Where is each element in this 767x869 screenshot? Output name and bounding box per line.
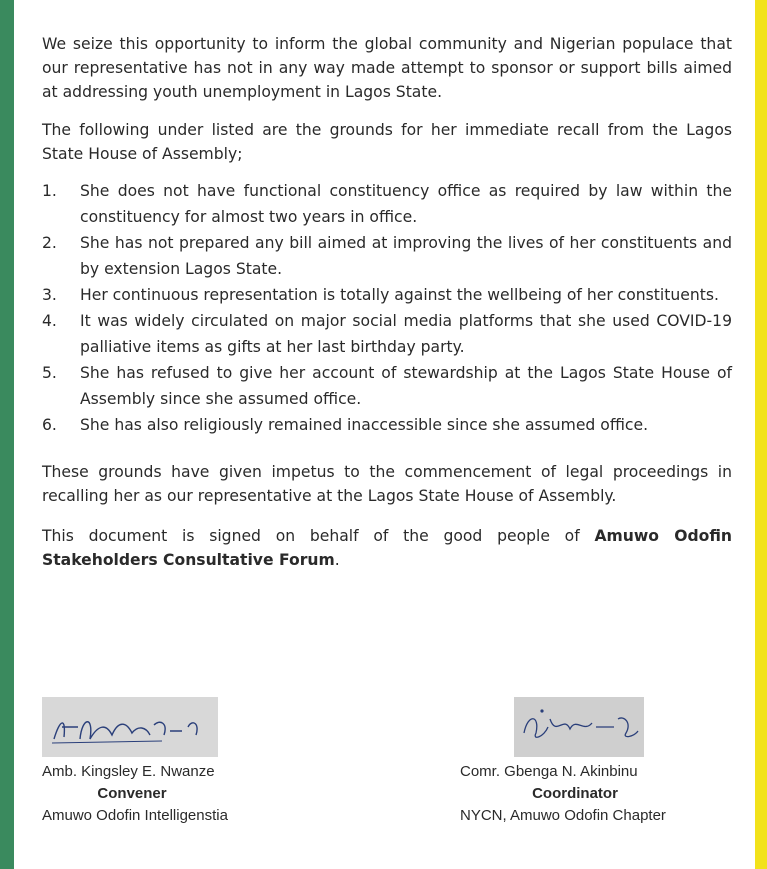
list-text: She has also religiously remained inaccessible since she assumed office. — [80, 416, 649, 434]
list-number: 4. — [42, 312, 57, 330]
list-item — [42, 230, 732, 282]
signatory-coordinator — [460, 697, 730, 827]
list-item — [42, 360, 732, 412]
grounds-list — [42, 178, 732, 438]
list-number: 2. — [42, 234, 57, 252]
list-item — [42, 412, 732, 438]
signed-statement — [42, 524, 732, 572]
list-text: She has refused to give her account of stewardship at the Lagos State House of Assembly since she assumed office. — [80, 364, 732, 408]
list-number: 1. — [42, 182, 57, 200]
list-number: 5. — [42, 364, 57, 382]
list-item — [42, 282, 732, 308]
left-green-stripe — [0, 0, 14, 869]
list-number: 6. — [42, 416, 57, 434]
signatory-name: Amb. Kingsley E. Nwanze — [42, 763, 215, 780]
right-yellow-stripe — [755, 0, 767, 869]
grounds-intro: The following under listed are the grounds for her immediate recall from the Lagos State House of Assembly; — [42, 121, 732, 163]
closing-paragraph: These grounds have given impetus to the commencement of legal proceedings in recalling her as our representative at the Lagos State House of Assembly. — [42, 463, 732, 505]
list-item — [42, 308, 732, 360]
list-text: She does not have functional constituency office as required by law within the constituency for almost two years in office. — [80, 182, 732, 226]
signatory-role: Convener — [97, 785, 167, 802]
signed-suffix: . — [334, 551, 340, 569]
intro-paragraph: We seize this opportunity to inform the global community and Nigerian populace that our representative has not in any way made attempt to sponsor or support bills aimed at addressing youth unemployment in Lagos State. — [42, 35, 732, 101]
list-text: She has not prepared any bill aimed at improving the lives of her constituents and by extension Lagos State. — [80, 234, 732, 278]
signatory-convener — [42, 697, 342, 827]
list-text: Her continuous representation is totally against the wellbeing of her constituents. — [80, 286, 719, 304]
signature-image — [42, 697, 218, 757]
signatory-name: Comr. Gbenga N. Akinbinu — [460, 763, 638, 780]
signed-prefix: This document is signed on behalf of the good people of — [42, 527, 595, 545]
signatory-organization: NYCN, Amuwo Odofin Chapter — [460, 807, 666, 824]
signed-organization: Amuwo Odofin Stakeholders Consultative Forum — [42, 527, 732, 569]
signatory-role: Coordinator — [532, 785, 618, 802]
signatory-organization: Amuwo Odofin Intelligenstia — [42, 807, 228, 824]
list-text: It was widely circulated on major social media platforms that she used COVID-19 palliative items as gifts at her last birthday party. — [80, 312, 732, 356]
document-body — [42, 32, 732, 572]
list-number: 3. — [42, 286, 57, 304]
list-item — [42, 178, 732, 230]
signature-image — [514, 697, 644, 757]
